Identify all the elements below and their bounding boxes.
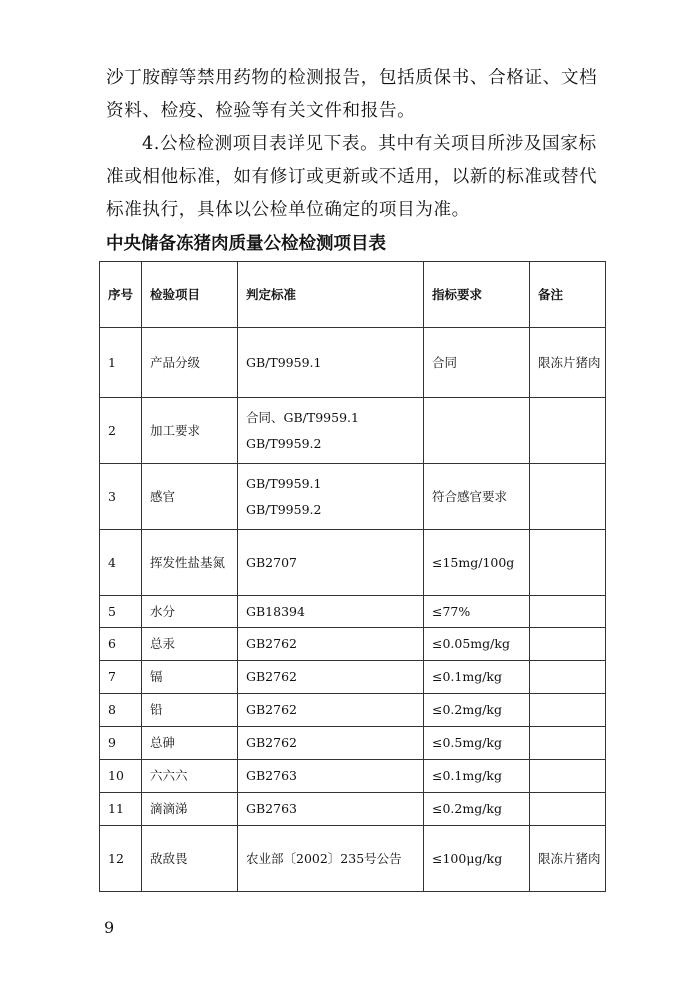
table-row <box>100 464 606 530</box>
standard-line: GB/T9959.2 <box>246 501 322 517</box>
standard-line: GB2707 <box>246 554 297 570</box>
cell-item: 六六六 <box>142 760 238 793</box>
table-title: 中央储备冻猪肉质量公检检测项目表 <box>106 234 386 254</box>
cell-standard <box>238 530 424 596</box>
standard-line: GB2763 <box>246 768 297 783</box>
table-row <box>100 760 606 793</box>
cell-no: 2 <box>100 398 142 464</box>
cell-note <box>530 464 606 530</box>
cell-standard <box>238 694 424 727</box>
table-header-row <box>100 262 606 328</box>
cell-no: 9 <box>100 727 142 760</box>
page-number: 9 <box>104 918 115 937</box>
cell-no: 6 <box>100 628 142 661</box>
cell-note: 限冻片猪肉 <box>530 826 606 892</box>
cell-item: 感官 <box>142 464 238 530</box>
header-requirement: 指标要求 <box>424 262 530 328</box>
cell-no: 4 <box>100 530 142 596</box>
table-row <box>100 826 606 892</box>
cell-item: 镉 <box>142 661 238 694</box>
cell-standard <box>238 760 424 793</box>
standard-line: GB/T9959.2 <box>246 435 322 451</box>
cell-no: 10 <box>100 760 142 793</box>
cell-requirement: ≤0.2mg/kg <box>424 694 530 727</box>
cell-item: 总砷 <box>142 727 238 760</box>
cell-item: 铅 <box>142 694 238 727</box>
cell-note: 限冻片猪肉 <box>530 328 606 398</box>
cell-note <box>530 530 606 596</box>
cell-item: 水分 <box>142 596 238 628</box>
cell-standard <box>238 628 424 661</box>
standard-line: GB2762 <box>246 636 297 651</box>
cell-requirement: ≤15mg/100g <box>424 530 530 596</box>
cell-standard <box>238 793 424 826</box>
cell-no: 3 <box>100 464 142 530</box>
cell-item: 敌敌畏 <box>142 826 238 892</box>
cell-note <box>530 793 606 826</box>
header-note: 备注 <box>530 262 606 328</box>
cell-item: 加工要求 <box>142 398 238 464</box>
cell-note <box>530 596 606 628</box>
cell-requirement: 合同 <box>424 328 530 398</box>
cell-no: 7 <box>100 661 142 694</box>
standard-line: GB2762 <box>246 702 297 717</box>
table-row <box>100 694 606 727</box>
cell-standard <box>238 328 424 398</box>
cell-requirement <box>424 398 530 464</box>
cell-no: 5 <box>100 596 142 628</box>
cell-requirement: ≤0.05mg/kg <box>424 628 530 661</box>
cell-standard <box>238 596 424 628</box>
header-no: 序号 <box>100 262 142 328</box>
cell-standard <box>238 398 424 464</box>
standard-line: GB/T9959.1 <box>246 354 322 370</box>
cell-item: 滴滴涕 <box>142 793 238 826</box>
table-row <box>100 727 606 760</box>
cell-requirement: ≤0.1mg/kg <box>424 661 530 694</box>
cell-no: 1 <box>100 328 142 398</box>
cell-no: 11 <box>100 793 142 826</box>
table-row <box>100 628 606 661</box>
cell-note <box>530 760 606 793</box>
table-row <box>100 328 606 398</box>
cell-item: 总汞 <box>142 628 238 661</box>
cell-note <box>530 661 606 694</box>
cell-requirement: ≤0.5mg/kg <box>424 727 530 760</box>
table-row <box>100 530 606 596</box>
standard-line: 合同、GB/T9959.1 <box>246 409 359 425</box>
cell-requirement: ≤100μg/kg <box>424 826 530 892</box>
cell-note <box>530 694 606 727</box>
cell-requirement: ≤0.1mg/kg <box>424 760 530 793</box>
cell-standard <box>238 727 424 760</box>
standard-line: GB2762 <box>246 735 297 750</box>
cell-note <box>530 398 606 464</box>
cell-standard <box>238 826 424 892</box>
standard-line: GB2763 <box>246 801 297 816</box>
paragraph-2: 4.公检检测项目表详见下表。其中有关项目所涉及国家标准或相他标准，如有修订或更新或不适用，以新的标准或替代标准执行，具体以公检单位确定的项目为准。 <box>106 134 598 220</box>
cell-item: 产品分级 <box>142 328 238 398</box>
cell-requirement: ≤0.2mg/kg <box>424 793 530 826</box>
table-body <box>100 328 606 892</box>
cell-requirement: ≤77% <box>424 596 530 628</box>
standard-line: GB/T9959.1 <box>246 475 322 491</box>
standard-line: GB18394 <box>246 603 305 619</box>
cell-standard <box>238 464 424 530</box>
standard-line: GB2762 <box>246 669 297 684</box>
cell-note <box>530 628 606 661</box>
table-row <box>100 793 606 826</box>
paragraph-1: 沙丁胺醇等禁用药物的检测报告，包括质保书、合格证、文档资料、检疫、检验等有关文件和报告。 <box>106 68 598 121</box>
inspection-table <box>99 261 606 892</box>
cell-standard <box>238 661 424 694</box>
cell-requirement: 符合感官要求 <box>424 464 530 530</box>
cell-note <box>530 727 606 760</box>
header-standard: 判定标准 <box>238 262 424 328</box>
standard-line: 农业部〔2002〕235号公告 <box>246 850 402 866</box>
table-row <box>100 596 606 628</box>
table-row <box>100 661 606 694</box>
cell-no: 8 <box>100 694 142 727</box>
cell-no: 12 <box>100 826 142 892</box>
cell-item: 挥发性盐基氮 <box>142 530 238 596</box>
table-row <box>100 398 606 464</box>
header-item: 检验项目 <box>142 262 238 328</box>
